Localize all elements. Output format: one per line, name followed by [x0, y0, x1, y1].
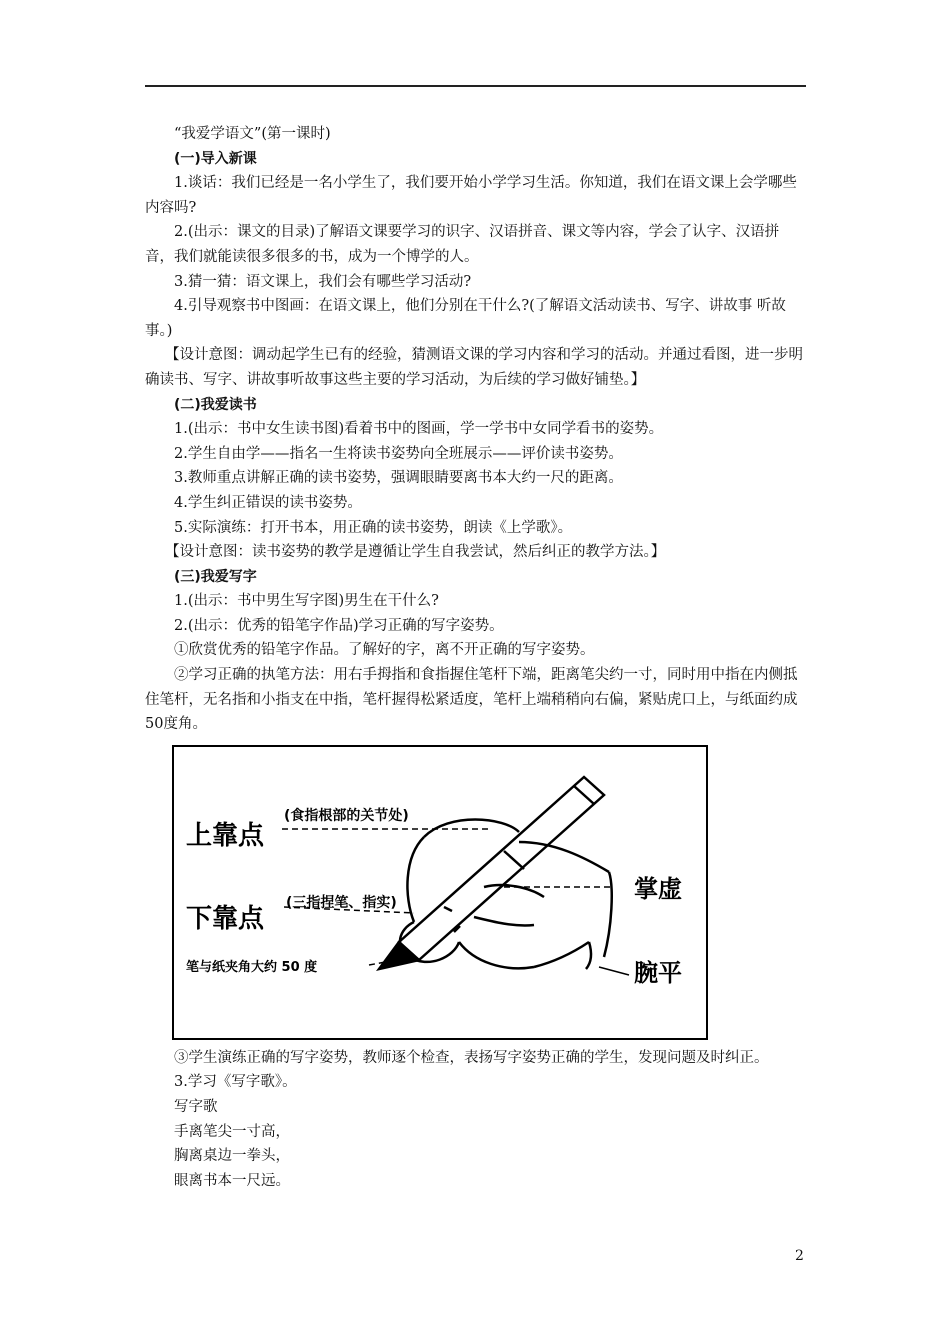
document-body — [145, 122, 807, 1193]
hand-holding-pen-illustration — [174, 747, 706, 1038]
label-lower-contact: 下靠点 — [186, 903, 265, 934]
label-palm: 掌虚 — [634, 874, 682, 903]
pen-grip-figure — [172, 745, 708, 1040]
design-intent-note: 【设计意图：读书姿势的教学是遵循让学生自我尝试，然后纠正的教学方法。】 — [165, 544, 666, 561]
poem-line: 眼离书本一尺远。 — [174, 1172, 290, 1189]
header-rule — [145, 85, 806, 87]
poem-title: 写字歌 — [174, 1099, 218, 1116]
paragraph: ③学生演练正确的写字姿势，教师逐个检查，表扬写字姿势正确的学生，发现问题及时纠正。 — [174, 1049, 769, 1066]
paragraph: 1.谈话：我们已经是一名小学生了，我们要开始小学学习生活。你知道，我们在语文课上会学哪些内容吗? — [145, 175, 797, 216]
paragraph: 2.(出示：课文的目录)了解语文课要学习的识字、汉语拼音、课文等内容，学会了认字、汉语拼音，我们就能读很多很多的书，成为一个博学的人。 — [145, 224, 780, 265]
paragraph: 2.(出示：优秀的铅笔字作品)学习正确的写字姿势。 — [174, 617, 504, 634]
design-intent-note: 【设计意图：调动起学生已有的经验，猜测语文课的学习内容和学习的活动。并通过看图，进一步明确读书、写字、讲故事听故事这些主要的学习活动，为后续的学习做好铺垫。】 — [145, 347, 803, 388]
label-wrist: 腕平 — [634, 958, 682, 987]
paragraph: 1.(出示：书中女生读书图)看着书中的图画，学一学书中女同学看书的姿势。 — [174, 421, 664, 438]
section-heading-3: (三)我爱写字 — [174, 568, 257, 585]
paragraph: 1.(出示：书中男生写字图)男生在干什么? — [174, 593, 439, 610]
paragraph: ①欣赏优秀的铅笔字作品。了解好的字，离不开正确的写字姿势。 — [174, 642, 595, 659]
label-pen-angle: 笔与纸夹角大约 50 度 — [186, 959, 318, 975]
paragraph: 3.猜一猜：语文课上，我们会有哪些学习活动? — [174, 273, 472, 290]
paragraph: 3.学习《写字歌》。 — [174, 1074, 297, 1091]
label-lower-contact-note: (三指捏笔、指实) — [286, 894, 397, 911]
wrist-line — [599, 967, 629, 975]
section-heading-1: (一)导入新课 — [174, 150, 257, 167]
paragraph: 4.学生纠正错误的读书姿势。 — [174, 494, 362, 511]
label-upper-contact: 上靠点 — [186, 820, 265, 851]
poem-line: 手离笔尖一寸高， — [174, 1123, 290, 1140]
paragraph: 5.实际演练：打开书本，用正确的读书姿势，朗读《上学歌》。 — [174, 519, 573, 536]
paragraph: 2.学生自由学——指名一生将读书姿势向全班展示——评价读书姿势。 — [174, 445, 623, 462]
paragraph: ②学习正确的执笔方法：用右手拇指和食指握住笔杆下端，距离笔尖约一寸，同时用中指在内侧抵住笔杆，无名指和小指支在中指，笔杆握得松紧适度，笔杆上端稍稍向右偏，紧贴虎口上，与纸面约成50度角。 — [145, 667, 798, 733]
page-number: 2 — [795, 1248, 804, 1264]
paragraph: 3.教师重点讲解正确的读书姿势，强调眼睛要离书本大约一尺的距离。 — [174, 470, 623, 487]
poem-line: 胸离桌边一拳头， — [174, 1148, 290, 1165]
pen-drawing — [379, 777, 604, 969]
lesson-title: “我爱学语文”(第一课时) — [174, 126, 331, 142]
section-heading-2: (二)我爱读书 — [174, 396, 257, 413]
paragraph: 4.引导观察书中图画：在语文课上，他们分别在干什么?(了解语文活动读书、写字、讲故事 听故事。) — [145, 298, 786, 339]
label-upper-contact-note: (食指根部的关节处) — [284, 807, 409, 824]
